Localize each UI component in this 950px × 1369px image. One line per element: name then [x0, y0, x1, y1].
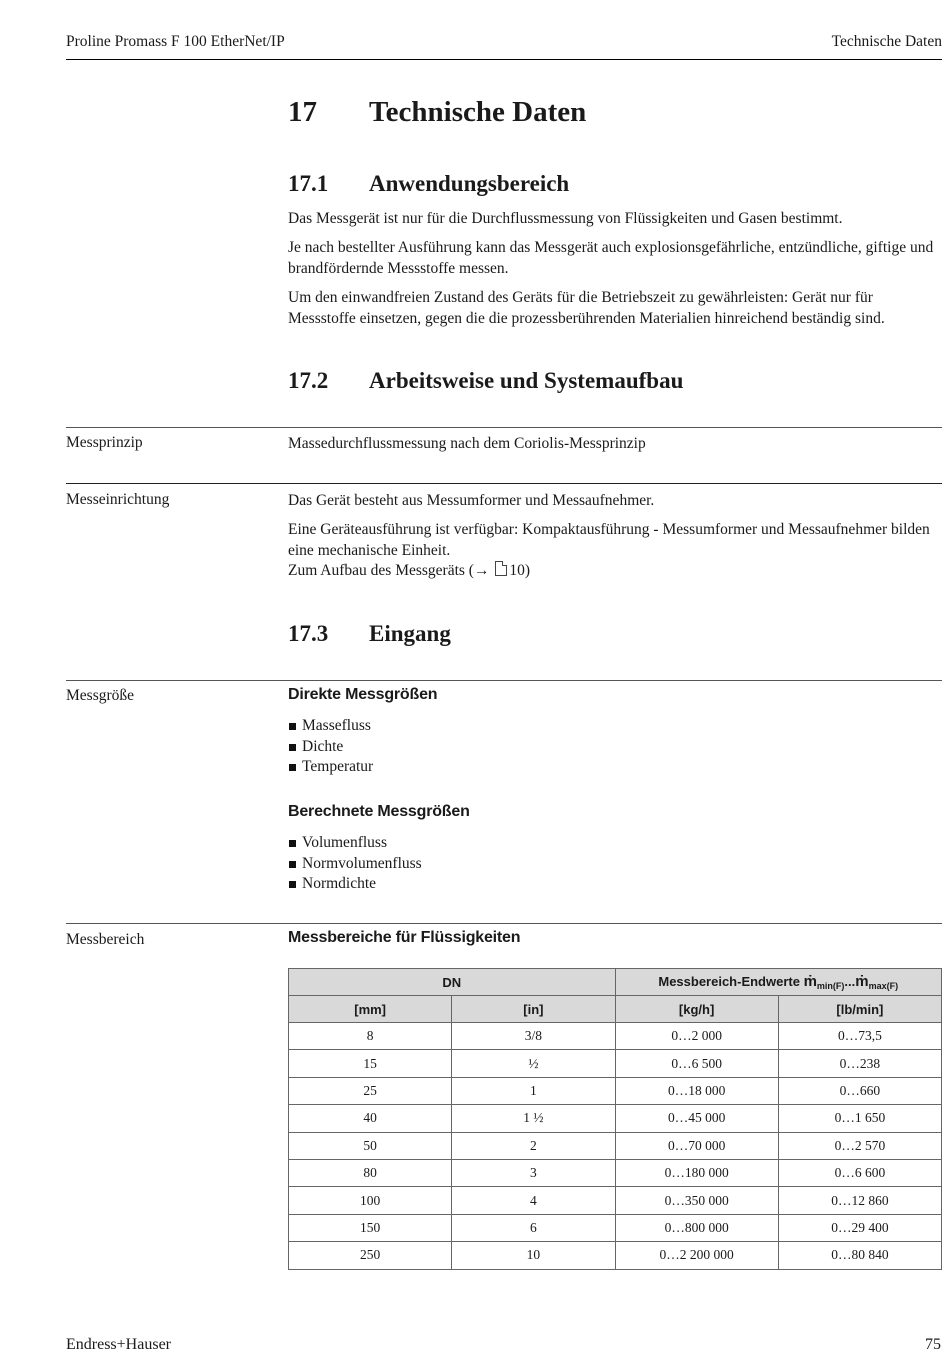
chapter-number: 17	[288, 96, 317, 128]
table-group-header-dn: DN	[289, 969, 616, 996]
table-cell: 1 ½	[452, 1105, 615, 1132]
subheading-messbereiche: Messbereiche für Flüssigkeiten	[288, 929, 521, 946]
section-heading-17-3	[288, 621, 451, 647]
section-number: 17.1	[288, 171, 329, 196]
list-item: Volumenfluss	[288, 833, 422, 854]
table-cell: 15	[289, 1050, 452, 1077]
list-item: Normvolumenfluss	[288, 854, 422, 875]
table-cell: 0…2 200 000	[615, 1242, 778, 1269]
subheading-berechnete-messgroessen: Berechnete Messgrößen	[288, 803, 470, 820]
table-row	[289, 1077, 942, 1104]
divider	[66, 680, 942, 681]
table-group-header-range: Messbereich-Endwerte ṁ$_{min(F)}$...ṁ$_{max(F)}$	[615, 969, 942, 996]
list-item: Temperatur	[288, 757, 373, 778]
table-row	[289, 1132, 942, 1159]
table-cell: 0…6 600	[778, 1159, 941, 1186]
chapter-title: Technische Daten	[369, 96, 587, 128]
table-cell: 0…6 500	[615, 1050, 778, 1077]
table-cell: 0…70 000	[615, 1132, 778, 1159]
table-cell: 3	[452, 1159, 615, 1186]
list-item: Dichte	[288, 737, 373, 758]
table-cell: 0…2 570	[778, 1132, 941, 1159]
section-number: 17.3	[288, 621, 329, 646]
chapter-heading	[288, 96, 586, 129]
cross-reference-page: 10)	[509, 562, 531, 579]
row-label-messbereich: Messbereich	[66, 931, 145, 948]
divider	[66, 483, 942, 484]
table-cell: 50	[289, 1132, 452, 1159]
paragraph: Das Gerät besteht aus Messumformer und Messaufnehmer.	[288, 492, 655, 509]
messprinzip-text: Massedurchflussmessung nach dem Coriolis-Messprinzip	[288, 435, 646, 452]
paragraph: Das Messgerät ist nur für die Durchflussmessung von Flüssigkeiten und Gasen bestimmt.	[288, 210, 843, 227]
measuring-range-table	[288, 968, 942, 1270]
table-cell: 80	[289, 1159, 452, 1186]
section-title: Anwendungsbereich	[369, 171, 570, 196]
table-cell: 0…18 000	[615, 1077, 778, 1104]
list-item: Massefluss	[288, 716, 373, 737]
table-cell: 0…1 650	[778, 1105, 941, 1132]
table-row	[289, 1242, 942, 1269]
table-cell: 3/8	[452, 1023, 615, 1050]
list-item: Normdichte	[288, 874, 422, 895]
table-cell: 0…29 400	[778, 1214, 941, 1241]
bullet-list-direkt	[288, 716, 373, 778]
table-cell: 0…350 000	[615, 1187, 778, 1214]
table-row	[289, 1023, 942, 1050]
table-cell: 0…45 000	[615, 1105, 778, 1132]
bullet-list-berechnet	[288, 833, 422, 895]
paragraph: Je nach bestellter Ausführung kann das Messgerät auch explosionsgefährliche, entzündliche, giftige und brandfördernde Messstoffe messen.	[288, 239, 934, 277]
table-row	[289, 1105, 942, 1132]
table-cell: 0…238	[778, 1050, 941, 1077]
table-cell: 100	[289, 1187, 452, 1214]
subscript-min: min(F)	[816, 981, 845, 991]
table-cell: 0…80 840	[778, 1242, 941, 1269]
table-cell: 1	[452, 1077, 615, 1104]
table-cell: ½	[452, 1050, 615, 1077]
divider	[66, 427, 942, 428]
section-title: Eingang	[369, 621, 451, 646]
header-document-title: Proline Promass F 100 EtherNet/IP	[66, 33, 285, 50]
section-number: 17.2	[288, 368, 329, 393]
table-column-header: [mm]	[289, 996, 452, 1023]
mass-flow-symbol: ṁ	[855, 973, 869, 990]
cross-reference-text: Zum Aufbau des Messgeräts (→	[288, 562, 490, 579]
subscript-max: max(F)	[868, 981, 899, 991]
table-column-header: [in]	[452, 996, 615, 1023]
section-heading-17-1	[288, 171, 569, 197]
table-cell: 8	[289, 1023, 452, 1050]
table-cell: 40	[289, 1105, 452, 1132]
table-cell: 10	[452, 1242, 615, 1269]
header-chapter-title: Technische Daten	[831, 33, 942, 50]
table-column-header: [kg/h]	[615, 996, 778, 1023]
subheading-direkte-messgroessen: Direkte Messgrößen	[288, 686, 438, 703]
table-row	[289, 1187, 942, 1214]
table-cell: 2	[452, 1132, 615, 1159]
table-cell: 4	[452, 1187, 615, 1214]
mass-flow-symbol: ṁ	[803, 973, 817, 990]
divider	[66, 923, 942, 924]
cross-reference	[288, 561, 944, 582]
paragraph: Um den einwandfreien Zustand des Geräts für die Betriebszeit zu gewährleisten: Gerät nur für Messstoffe einsetzen, gegen die die prozessberührenden Materialien hinreichend beständig sind.	[288, 289, 885, 327]
page-number: 75	[925, 1336, 941, 1353]
table-column-header: [lb/min]	[778, 996, 941, 1023]
table-cell: 6	[452, 1214, 615, 1241]
table-cell: 0…2 000	[615, 1023, 778, 1050]
table-cell: 0…73,5	[778, 1023, 941, 1050]
table-row	[289, 1050, 942, 1077]
table-cell: 0…660	[778, 1077, 941, 1104]
row-label-messeinrichtung: Messeinrichtung	[66, 491, 170, 508]
paragraph: Eine Geräteausführung ist verfügbar: Kompaktausführung - Messumformer und Messaufnehmer bilden eine mechanische Einheit.	[288, 521, 930, 559]
footer-company: Endress+Hauser	[66, 1336, 171, 1353]
page-reference-icon	[495, 561, 507, 576]
row-label-messprinzip: Messprinzip	[66, 434, 143, 451]
section-heading-17-2	[288, 368, 683, 394]
table-cell: 0…800 000	[615, 1214, 778, 1241]
row-label-messgroesse: Messgröße	[66, 687, 135, 704]
table-row	[289, 1159, 942, 1186]
table-cell: 250	[289, 1242, 452, 1269]
section-title: Arbeitsweise und Systemaufbau	[369, 368, 684, 393]
table-cell: 150	[289, 1214, 452, 1241]
table-cell: 0…180 000	[615, 1159, 778, 1186]
table-cell: 25	[289, 1077, 452, 1104]
page-header	[66, 33, 942, 60]
table-cell: 0…12 860	[778, 1187, 941, 1214]
table-row	[289, 1214, 942, 1241]
